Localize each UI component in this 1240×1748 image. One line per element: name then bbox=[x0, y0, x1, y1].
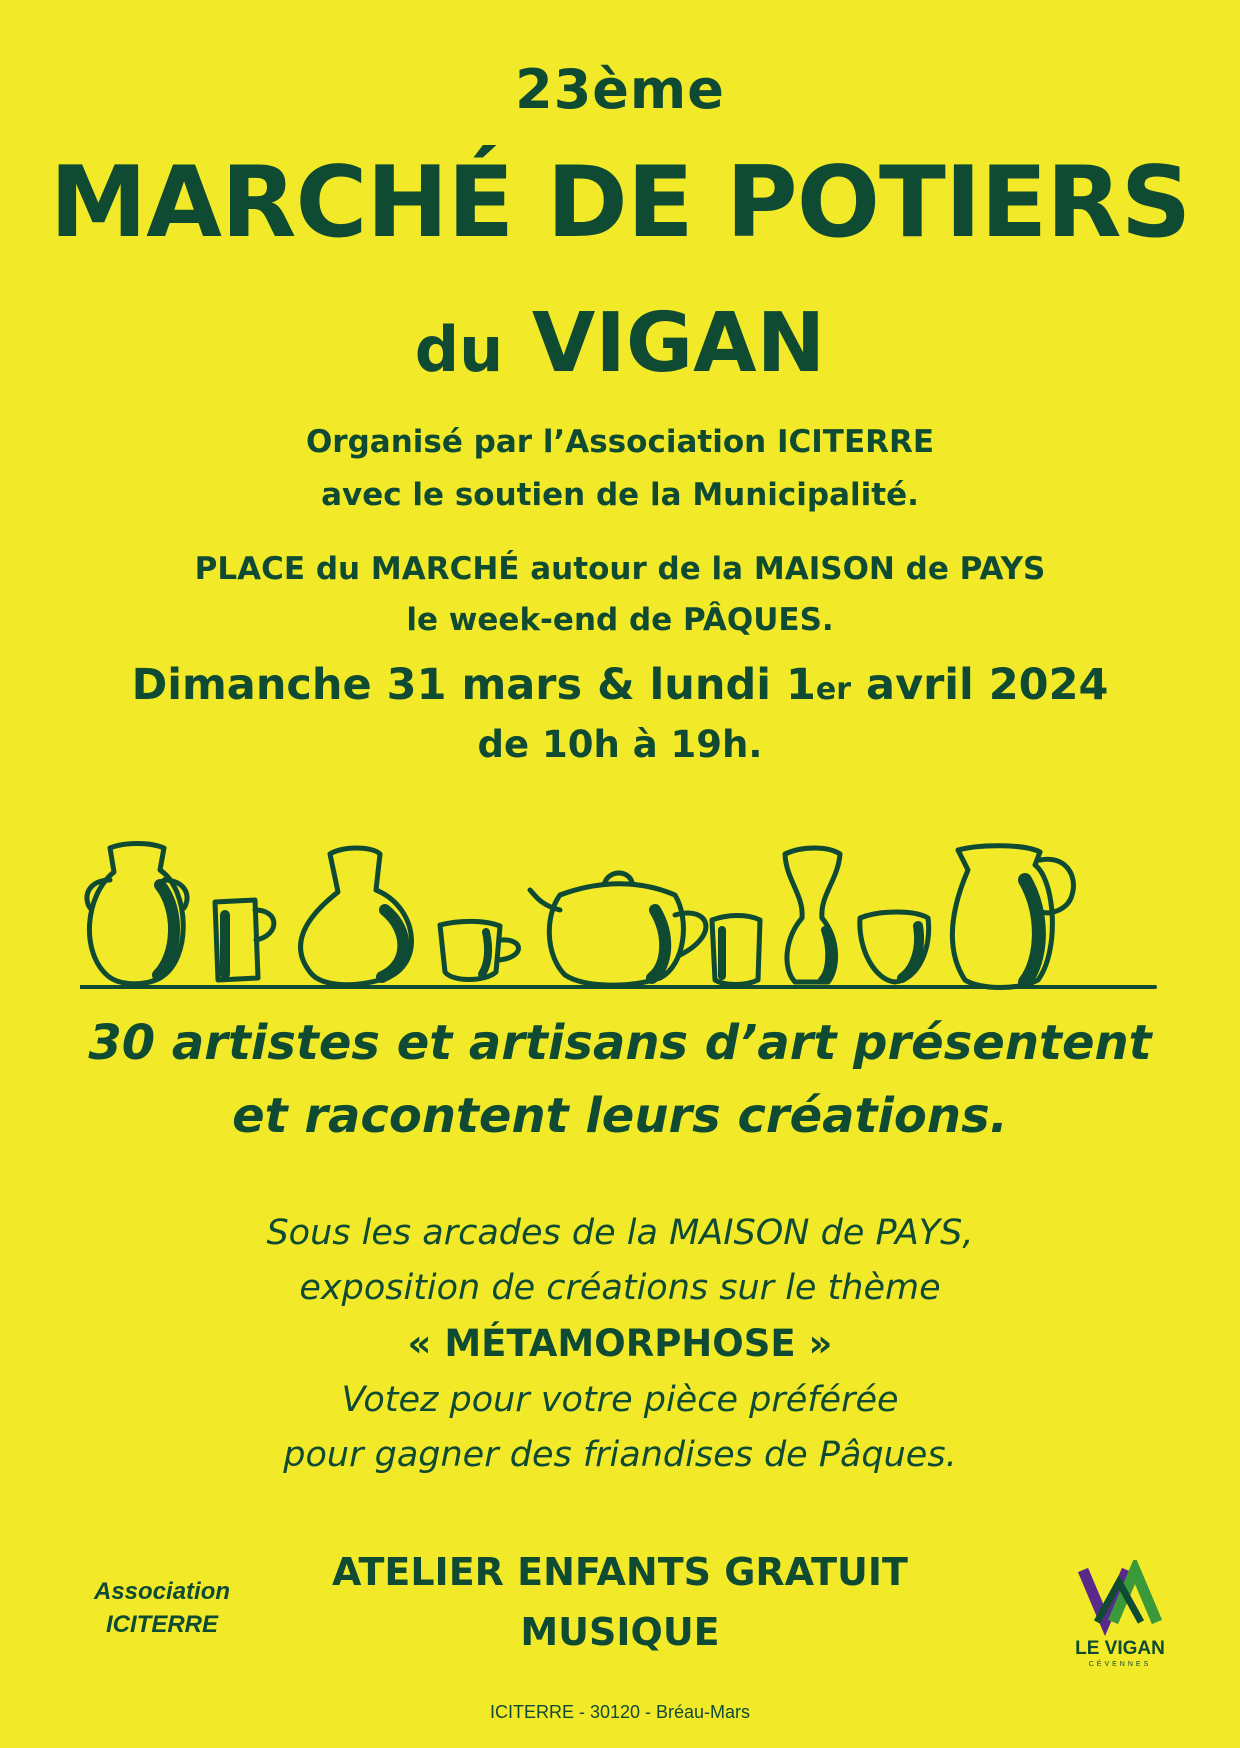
place-line-2: le week-end de PÂQUES. bbox=[406, 602, 834, 638]
association-logo-line-2: ICITERRE bbox=[105, 1611, 218, 1638]
pottery-illustration bbox=[80, 840, 1160, 1000]
activity-music: MUSIQUE bbox=[520, 1610, 720, 1654]
page-title: MARCHÉ DE POTIERS bbox=[49, 146, 1191, 260]
vote-line-1: Votez pour votre pièce préférée bbox=[341, 1380, 899, 1420]
exhibition-line-2: exposition de créations sur le thème bbox=[299, 1268, 941, 1308]
city-name: VIGAN bbox=[531, 296, 826, 391]
tall-vase-icon bbox=[785, 848, 840, 982]
dates-suffix: er bbox=[815, 672, 852, 707]
teapot-icon bbox=[530, 873, 706, 985]
dates-after: avril 2024 bbox=[851, 660, 1109, 710]
event-hours: de 10h à 19h. bbox=[477, 723, 763, 766]
pitcher-icon bbox=[952, 846, 1073, 988]
artists-line-2: et racontent leurs créations. bbox=[232, 1088, 1008, 1144]
place-line-1: PLACE du MARCHÉ autour de la MAISON de PAYS bbox=[194, 551, 1046, 587]
vote-line-2: pour gagner des friandises de Pâques. bbox=[283, 1435, 957, 1475]
footer: ICITERRE - 30120 - Bréau-Mars bbox=[489, 1702, 751, 1722]
bottle-vase-icon bbox=[301, 848, 412, 985]
event-dates bbox=[0, 660, 1240, 710]
town-logo-sub: CÉVENNES bbox=[1088, 1661, 1152, 1668]
organizer-line-1: Organisé par l’Association ICITERRE bbox=[305, 424, 935, 460]
dates-before: Dimanche 31 mars & lundi 1 bbox=[131, 660, 816, 710]
city-line bbox=[0, 296, 1240, 391]
mug-icon bbox=[215, 900, 274, 980]
organizer-line-2: avec le soutien de la Municipalité. bbox=[321, 477, 919, 513]
exhibition-line-1: Sous les arcades de la MAISON de PAYS, bbox=[266, 1213, 974, 1253]
amphora-icon bbox=[87, 844, 187, 984]
bowl-icon bbox=[860, 912, 929, 982]
exhibition-theme: « MÉTAMORPHOSE » bbox=[407, 1322, 833, 1365]
edition: 23ème bbox=[515, 58, 725, 121]
artists-line-1: 30 artistes et artisans d’art présentent bbox=[88, 1015, 1152, 1071]
cup-icon bbox=[440, 921, 519, 979]
activity-workshop: ATELIER ENFANTS GRATUIT bbox=[332, 1550, 908, 1594]
association-logo-line-1: Association bbox=[93, 1578, 231, 1605]
town-logo-name: LE VIGAN bbox=[1075, 1638, 1165, 1659]
city-prefix: du bbox=[414, 313, 504, 386]
small-mug-icon bbox=[712, 916, 760, 985]
